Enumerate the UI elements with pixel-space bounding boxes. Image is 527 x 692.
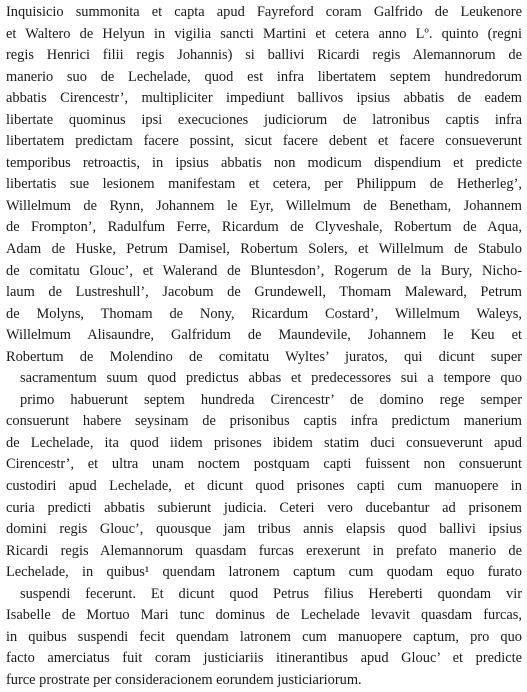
text-line-32: furce prostrate per consideracionem eorundem justiciariorum. <box>6 671 362 688</box>
text-line-27: Lechelade, in quibus¹ quendam latronem captum cum quodam equo furato <box>6 564 522 581</box>
text-line-24: curia predicti abbatis subierunt judicia. Ceteri vero ducebantur ad prisonem <box>6 499 522 516</box>
text-line-21: de Lechelade, ita quod iidem prisones ibidem statim duci consueverunt apud <box>6 434 522 451</box>
text-line-12: Adam de Huske, Petrum Damisel, Robertum Solers, et Willelmum de Stabulo <box>6 241 522 258</box>
text-line-17: Robertum de Molendino de comitatu Wyltes’ juratos, qui dicunt super <box>6 348 522 365</box>
text-line-22: Cirencestr’, et ultra unam noctem postquam capti fuissent non consuerunt <box>6 456 522 473</box>
text-line-16: Willelmum Alisaundre, Galfridum de Maundevile, Johannem le Keu et <box>6 327 522 344</box>
text-line-23: custodiri apud Lechelade, et dicunt quod prisones capti cum manuopere in <box>6 478 522 495</box>
text-line-31: facto amerciatus fuit coram justiciariis itinerantibus apud Glouc’ et predicte <box>6 650 522 667</box>
text-line-2: et Waltero de Helyun in vigilia sancti Martini et cetera anno Lº. quinto (regni <box>6 25 522 42</box>
text-line-20: consuerunt habere seysinam de prisonibus captis infra predictum manerium <box>6 413 522 430</box>
text-line-6: libertate quominus ipsi execuciones judiciorum de latronibus captis infra <box>6 111 522 128</box>
document-page <box>6 2 522 692</box>
text-line-9: libertatis sue lesionem manifestam et cetera, per Philippum de Hetherleg’, <box>6 176 522 193</box>
text-line-3: regis Henrici filii regis Johannis) si ballivi Ricardi regis Alemannorum de <box>6 47 522 64</box>
text-line-28: suspendi fecerunt. Et dicunt quod Petrus filius Hereberti quondam vir <box>20 585 522 602</box>
text-line-26: Ricardi regis Alemannorum quasdam furcas erexerunt in prefato manerio de <box>6 542 522 559</box>
text-line-18: sacramentum suum quod predictus abbas et predecessores sui a tempore quo <box>20 370 522 387</box>
text-line-8: temporibus retroactis, in ipsius abbatis non modicum dispendium et predicte <box>6 154 522 171</box>
text-line-7: libertatem predictam facere possint, sicut facere debent et facere consueverunt <box>6 133 522 150</box>
text-line-29: Isabelle de Mortuo Mari tunc dominus de Lechelade levavit quasdam furcas, <box>6 607 522 624</box>
text-line-5: abbatis Cirencestr’, multipliciter impediunt ballivos ipsius abbatis de eadem <box>6 90 522 107</box>
text-line-30: in quibus suspendi fecit quendam latronem cum manuopere captum, pro quo <box>6 628 522 645</box>
text-line-10: Willelmum de Rynn, Johannem le Eyr, Willelmum de Benetham, Johannem <box>6 197 522 214</box>
text-line-14: laum de Lustreshull’, Jacobum de Grundewell, Thomam Maleward, Petrum <box>6 284 522 301</box>
text-line-19: primo habuerunt septem hundreda Cirencestr’ de domino rege semper <box>20 391 522 408</box>
text-line-1: Inquisicio summonita et capta apud Fayreford coram Galfrido de Leukenore <box>6 4 522 20</box>
text-line-13: de comitatu Glouc’, et Walerand de Bluntesdon’, Rogerum de la Bury, Nicho- <box>6 262 522 279</box>
text-line-15: de Molyns, Thomam de Nony, Ricardum Costard’, Willelmum Waleys, <box>6 305 522 322</box>
text-line-4: manerio suo de Lechelade, quod est infra libertatem septem hundredorum <box>6 68 522 85</box>
text-line-11: de Frompton’, Radulfum Ferre, Ricardum de Clyveshale, Robertum de Aqua, <box>6 219 522 236</box>
text-line-25: domini regis Glouc’, quousque jam tribus annis elapsis quod ballivi ipsius <box>6 521 522 538</box>
